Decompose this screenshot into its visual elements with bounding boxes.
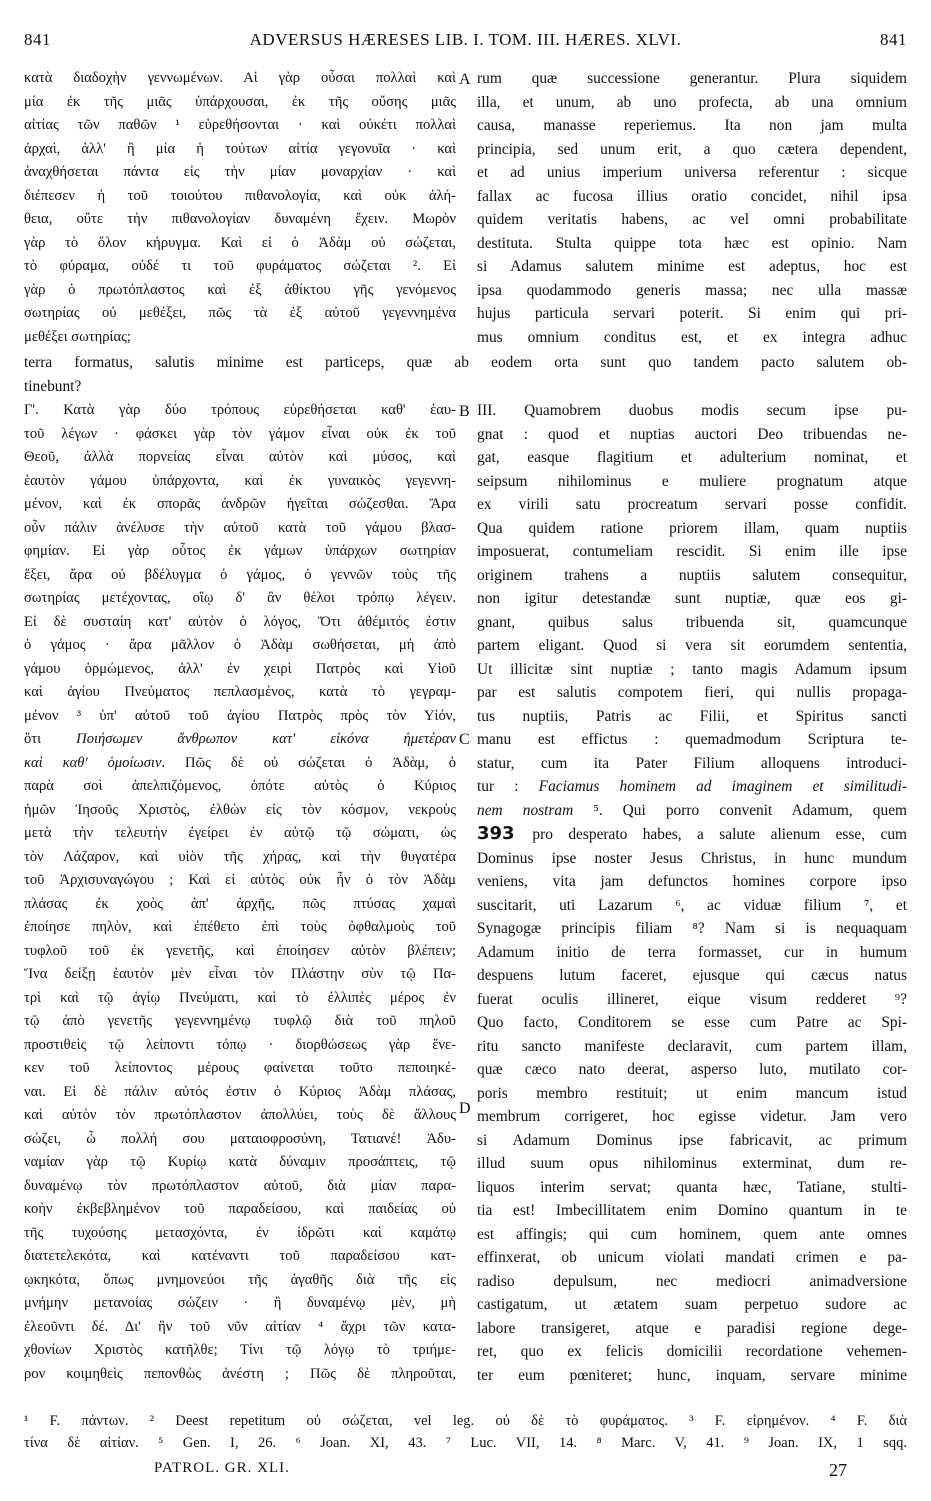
margin-marker-a: A bbox=[459, 71, 471, 88]
greek-line: τυφλοῦ τοῦ ἐκ γενετῆς, καὶ ἐποίησεν αὐτὸν βλέπειν; bbox=[24, 942, 456, 959]
greek-line: μνήμην μετανοίας σώζειν · ἢ δυναμένῳ μὲν, μὴ bbox=[24, 1295, 456, 1311]
latin-line: illud suum opus nihilominus exterminat, dum re- bbox=[477, 1155, 907, 1172]
latin-line: par est salutis compotem fieri, qui nullis propaga- bbox=[477, 684, 907, 701]
latin-line: imposuerat, contumeliam rescidit. Si enim ille ipse bbox=[477, 543, 907, 560]
scripture-quote: nem nostram bbox=[477, 801, 574, 819]
latin-line: Synagogæ principis filiam ⁸? Nam si is nequaquam bbox=[477, 920, 907, 937]
greek-line: ἐποίησε πηλὸν, καὶ ἐπέθετο ἐπὶ τοὺς ὀφθαλμοὺς τοῦ bbox=[24, 919, 456, 935]
greek-line: φημίαν. Εἰ γὰρ οὗτος ἐκ γάμων ὑπάρχων σωτηρίαν bbox=[24, 543, 456, 559]
greek-line: διέπεσεν ἡ τοῦ τοιούτου πιθανολογία, καὶ οὐκ ἀλή- bbox=[24, 187, 456, 204]
latin-line: nem nostram ⁵. Qui porro convenit Adamum, quem bbox=[477, 801, 907, 819]
latin-line: mus omnium conditus est, et ex integra adhuc bbox=[477, 328, 907, 346]
margin-marker-b: B bbox=[459, 403, 470, 420]
latin-line: si Adamum Dominus ipse fabricavit, ac primum bbox=[477, 1131, 907, 1149]
greek-line: ρον κοιμηθεὶς πεπονθὼς ἀνέστη ; Πῶς δὲ πληροῦται, bbox=[24, 1365, 456, 1382]
greek-line: καὶ καθ' ὁμοίωσιν. Πῶς δὲ οὐ σώζεται ὁ Ἀδὰμ, ὁ bbox=[24, 754, 456, 771]
latin-line: statur, cum ita Pater Filium alloquens introduci- bbox=[477, 754, 907, 772]
latin-line: Dominus ipse noster Jesus Christus, in hunc mundum bbox=[477, 849, 907, 867]
latin-line: fallax ac fucosa illius oratio concidet, nihil ipsa bbox=[477, 187, 907, 205]
scripture-quote: Ποιήσωμεν ἄνθρωπον κατ' εἰκόνα ἡμετέραν bbox=[76, 731, 456, 747]
latin-line: gat, easque flagitium et adulterium nominat, et bbox=[477, 449, 907, 466]
latin-line: manu est effictus : quemadmodum Scriptura te- bbox=[477, 731, 907, 748]
greek-line: χθονίων Χριστὸς κατῆλθε; Τίνι τῷ λόγῳ τὸ τριήμε- bbox=[24, 1342, 456, 1358]
greek-line: ναμίαν γὰρ τῷ Κυρίῳ κατὰ δύναμιν προσάπτεις, τῷ bbox=[24, 1154, 456, 1170]
latin-line: tur : Faciamus hominem ad imaginem et similitudi- bbox=[477, 778, 907, 795]
greek-line: τοῦ Ἀρχισυναγώγου ; Καὶ εἰ αὐτὸς οὐκ ἦν ὁ τὸν Ἀδὰμ bbox=[24, 872, 456, 888]
full-width-lines bbox=[24, 351, 907, 398]
greek-line: ὁ γάμος · ἄρα μᾶλλον ὁ Ἀδὰμ σωθήσεται, μὴ ἀπὸ bbox=[24, 637, 456, 653]
greek-line: ὅτι Ποιήσωμεν ἄνθρωπον κατ' εἰκόνα ἡμετέραν bbox=[24, 731, 456, 747]
margin-marker-c: C bbox=[459, 731, 470, 748]
greek-line: γὰρ ὁ πρωτόπλαστος καὶ ἐξ ἀθίκτου γῆς γενόμενος bbox=[24, 281, 456, 298]
greek-line: μία ἐκ τῆς μιᾶς ὑπάρχουσαι, ἐκ τῆς οὔσης μιᾶς bbox=[24, 93, 456, 110]
greek-line: κατὰ διαδοχὴν γεννωμένων. Αἱ γὰρ οὖσαι πολλαὶ καὶ bbox=[24, 70, 456, 86]
greek-line: Εἰ δὲ συσταίη κατ' αὐτὸν ὁ λόγος, Ὅτι ἀθέμιτός ἐστιν bbox=[24, 613, 456, 630]
latin-line: Qua quidem ratione priorem illam, quam nuptiis bbox=[477, 519, 907, 537]
greek-column-section-a bbox=[24, 67, 456, 349]
greek-line: ἕξει, ἄρα οὐ βδέλυγμα ὁ γάμος, ὁ γεννῶν τοὺς τῆς bbox=[24, 566, 456, 583]
greek-line: τῆς τυχούσης μετασχόντα, ἐν ἱδρῶτι καὶ καμάτῳ bbox=[24, 1224, 456, 1241]
greek-line: ἐλεοῦντι δέ. Δι' ἣν τοῦ νῦν αἰτίαν ⁴ ἄχρι τῶν κατα- bbox=[24, 1318, 456, 1335]
full-width-line: tinebunt? bbox=[24, 377, 82, 395]
running-header bbox=[24, 30, 907, 54]
latin-line: Quo facto, Conditorem se esse cum Patre ac Spi- bbox=[477, 1014, 907, 1031]
latin-line: ter eum pœniteret; hunc, inquam, servare minime bbox=[477, 1366, 907, 1384]
latin-line: quidem veritatis habens, ac vel omni probabilitate bbox=[477, 211, 907, 228]
greek-line: οὖν πάλιν ἀνέλυσε τὴν αὐτοῦ κατὰ τοῦ γάμου βλασ- bbox=[24, 519, 456, 536]
greek-line: ἀναχθήσεται πάντα εἰς τὴν μίαν μοναρχίαν · καὶ bbox=[24, 164, 456, 180]
latin-line: 393 pro desperato habes, a salute alienum esse, cum bbox=[477, 823, 907, 844]
latin-line: rum quæ successione generantur. Plura siquidem bbox=[477, 70, 907, 87]
greek-line: ναι. Εἰ δὲ πάλιν αὐτός ἐστιν ὁ Κύριος Ἀδὰμ πλάσας, bbox=[24, 1083, 456, 1100]
footer-signature: 27 bbox=[829, 1460, 847, 1480]
greek-line: τὸν Λάζαρον, καὶ υἱὸν τῆς χήρας, καὶ τὴν θυγατέρα bbox=[24, 848, 456, 865]
latin-line: tia est! Imbecillitatem enim Domino quantum in te bbox=[477, 1202, 907, 1219]
greek-line: σωτηρίας μετέχοντας, οἵῳ δ' ἂν θέλοι τρόπῳ λέγειν. bbox=[24, 590, 456, 606]
greek-line: ἡμῶν Ἰησοῦς Χριστὸς, ἐλθὼν εἰς τὸν κόσμον, νεκροὺς bbox=[24, 801, 456, 818]
latin-line: illa, et unum, ab uno profecta, ab una omnium bbox=[477, 93, 907, 111]
greek-line: ῳκηκότα, ὅπως μνημονεύοι τῆς ἀγαθῆς διὰ τῆς εἰς bbox=[24, 1271, 456, 1288]
greek-line: τρὶ καὶ τῷ ἁγίῳ Πνεύματι, καὶ τὸ ἐλλιπὲς μέρος ἐν bbox=[24, 989, 456, 1006]
footnotes bbox=[24, 1410, 907, 1454]
latin-line: partem eligant. Quod si vera sit eorumdem sententia, bbox=[477, 637, 907, 654]
latin-line: III. Quamobrem duobus modis secum ipse pu- bbox=[477, 402, 907, 419]
greek-line: δυναμένῳ τὸν πρωτόπλαστον αὐτοῦ, διὰ μίαν παρα- bbox=[24, 1177, 456, 1194]
footer-volume: PATROL. GR. XLI. bbox=[154, 1460, 290, 1476]
full-width-line: terra formatus, salutis minime est particeps, quæ ab eodem orta sunt quo tandem pacto salutem ob- bbox=[24, 354, 907, 371]
greek-line: μένον ³ ὑπ' αὐτοῦ τοῦ ἁγίου Πατρὸς πρὸς τὸν Υἱόν, bbox=[24, 707, 456, 724]
latin-line: ret, quo ex felicis domicilii recordatione vehemen- bbox=[477, 1343, 907, 1360]
greek-line: Γ'. Κατὰ γὰρ δύο τρόπους εὑρεθήσεται καθ' ἑαυ- bbox=[24, 402, 456, 418]
latin-line: suscitarit, uti Lazarum ⁶, ac viduæ filium ⁷, et bbox=[477, 896, 907, 914]
latin-line: est affingis; qui cum hominem, quem ante omnes bbox=[477, 1225, 907, 1243]
latin-line: liquos interim servat; quanta hæc, Tatiane, stulti- bbox=[477, 1178, 907, 1196]
greek-line: καὶ αὐτὸν τὸν πρωτόπλαστον ἀπολλύει, τοὺς δὲ ἄλλους bbox=[24, 1107, 456, 1123]
greek-line: καὶ ἁγίου Πνεύματος πεπλασμένος, κατὰ τὸ γεγραμ- bbox=[24, 684, 456, 700]
latin-line: gnat : quod et nuptias auctori Deo tribuendas ne- bbox=[477, 425, 907, 443]
greek-line: μένον, καὶ ἐκ σπορᾶς ἀνδρῶν ἡγεῖται σώζεσθαι. Ἄρα bbox=[24, 496, 456, 512]
latin-line: ipsa quodammodo generis massa; nec ulla massæ bbox=[477, 281, 907, 299]
latin-line: ex virili satu procreatum servari posse confidit. bbox=[477, 496, 907, 513]
page-number-right: 841 bbox=[880, 30, 907, 49]
footnote-line: ¹ F. πάντων. ² Deest repetitum οὐ σώζεται, vel leg. οὐ δὲ τὸ φυράματος. ³ F. εἰρημένον. ⁴ F. διὰ bbox=[24, 1413, 907, 1429]
latin-line: radiso depulsum, nec mediocri animadversione bbox=[477, 1272, 907, 1290]
latin-line: poris membro restituit; ut enim mancum istud bbox=[477, 1084, 907, 1102]
latin-line: non igitur detestandæ sunt nuptiæ, quæ eos gi- bbox=[477, 590, 907, 607]
latin-line: Ut illicitæ sint nuptiæ ; tanto magis Adamum ipsum bbox=[477, 660, 907, 678]
latin-line: et ad unius imperium universa referentur : sicque bbox=[477, 164, 907, 181]
margin-marker-d: D bbox=[459, 1100, 471, 1117]
greek-line: θεια, οὔτε τὴν πιθανολογίαν δυναμένη ἔχειν. Μωρὸν bbox=[24, 211, 456, 227]
latin-column-section-a bbox=[477, 67, 907, 349]
latin-line: gnant, quibus salus tribuenda sit, quamcunque bbox=[477, 613, 907, 631]
greek-line: τοῦ λέγων · φάσκει γὰρ τὸν γάμον εἶναι οὐκ ἐκ τοῦ bbox=[24, 425, 456, 442]
column-number: 393 bbox=[477, 823, 533, 844]
latin-line: seipsum nihilominus e muliere prognatum atque bbox=[477, 472, 907, 490]
greek-line: αἰτίας τῶν παθῶν ¹ εὑρεθήσονται · καὶ οὐκέτι πολλαὶ bbox=[24, 117, 456, 133]
latin-line: fuerat oculis illineret, eique visum redderet ⁹? bbox=[477, 990, 907, 1008]
latin-line: principia, sed unum erit, a quo cætera dependent, bbox=[477, 140, 907, 158]
scripture-quote: Faciamus hominem ad imaginem et similitudi- bbox=[538, 778, 907, 795]
greek-line: διατετελεκότα, καὶ κατέναντι τοῦ παραδείσου κατ- bbox=[24, 1248, 456, 1264]
greek-line: τῷ ἀπὸ γενετῆς γεγεννημένῳ τυφλῷ διὰ τοῦ πηλοῦ bbox=[24, 1013, 456, 1029]
latin-line: hujus particula servari poterit. Si enim qui pri- bbox=[477, 305, 907, 322]
greek-line: κοὴν ἐκβεβλημένον τοῦ παραδείσου, καὶ παιδείας οὐ bbox=[24, 1201, 456, 1217]
latin-line: labore transigeret, atque e paradisi regione dege- bbox=[477, 1319, 907, 1337]
latin-line: castigatum, ut ætatem suam perpetuo sudore ac bbox=[477, 1296, 907, 1313]
latin-line: Adamum initio de terra formasset, cur in humum bbox=[477, 943, 907, 961]
greek-line: Ἵνα δείξῃ ἑαυτὸν μὲν εἶναι τὸν Πλάστην σὺν τῷ Πα- bbox=[24, 966, 456, 982]
greek-line: κεν τοῦ λείποντος μέρους φαίνεται τοῦτο πεποιηκέ- bbox=[24, 1060, 456, 1076]
greek-line: τὸ φύραμα, οὐδέ τι τοῦ φυράματος σώζεται ². Εἰ bbox=[24, 258, 456, 274]
footnote-line: τίνα δὲ αἰτίαν. ⁵ Gen. I, 26. ⁶ Joan. XI, 43. ⁷ Luc. VII, 14. ⁸ Marc. V, 41. ⁹ Joan. IX, 1 sqq. bbox=[24, 1435, 907, 1451]
greek-line: σωτηρίας οὐ μεθέξει, πῶς τὰ ἐξ αὐτοῦ γεγεννημένα bbox=[24, 305, 456, 321]
latin-line: despuens lutum faceret, ejusque qui cæcus natus bbox=[477, 967, 907, 984]
latin-column-section-b bbox=[477, 399, 907, 1387]
latin-line: tus nuptiis, Patris ac Filii, et Spiritus sancti bbox=[477, 707, 907, 725]
greek-line: πλάσας ἐκ χοὸς ἀπ' ἀρχῆς, πῶς πτύσας χαμαὶ bbox=[24, 895, 456, 912]
latin-line: membrum corrigeret, hoc egisse videtur. Jam vero bbox=[477, 1108, 907, 1125]
greek-line: Θεοῦ, ἀλλὰ πορνείας εἶναι αὐτὸν καὶ μύσος, καὶ bbox=[24, 449, 456, 465]
latin-line: quæ cæco nato deerat, asperso luto, mutilato cor- bbox=[477, 1061, 907, 1078]
latin-line: causa, manasse reperiemus. Ita non jam multa bbox=[477, 117, 907, 134]
greek-column-section-b bbox=[24, 399, 456, 1386]
latin-line: ritu sancto manifeste declaravit, cum partem illam, bbox=[477, 1037, 907, 1055]
scripture-quote: καὶ καθ' ὁμοίωσιν bbox=[24, 754, 162, 771]
latin-line: effinxerat, ob unicum violati mandati crimen e pa- bbox=[477, 1249, 907, 1266]
latin-line: si Adamus salutem minime est adeptus, hoc est bbox=[477, 258, 907, 275]
latin-line: veniens, vita jam defunctos homines corpore ipso bbox=[477, 873, 907, 890]
greek-line: γάμου ὁρμώμενος, ἀλλ' ἐν χειρὶ Πατρὸς καὶ Υἱοῦ bbox=[24, 660, 456, 677]
greek-line: παρὰ σοὶ ἀπελπιζόμενος, ὁπότε αὐτὸς ὁ Κύριος bbox=[24, 778, 456, 794]
latin-line: destituta. Stulta quippe tota hæc est opinio. Nam bbox=[477, 234, 907, 252]
greek-line: ἀρχαὶ, ἀλλ' ἢ μία ἡ τούτων αἰτία γεγονυῖα · καὶ bbox=[24, 140, 456, 157]
greek-line: μετὰ τὴν τελευτὴν ἐγείρει ἐν αὐτῷ τῷ σώματι, ὡς bbox=[24, 825, 456, 841]
greek-line: μεθέξει σωτηρίας; bbox=[24, 328, 131, 345]
greek-line: σώζει, ὦ πολλή σου ματαιοφροσύνη, Τατιανέ! Ἀδυ- bbox=[24, 1130, 456, 1147]
running-title: ADVERSUS HÆRESES LIB. I. TOM. III. HÆRES. XLVI. bbox=[249, 30, 682, 49]
latin-line: originem trahens a nuptiis salutem consequitur, bbox=[477, 566, 907, 584]
greek-line: προστιθεὶς τῷ λείποντι τόπῳ · διορθώσεως γὰρ ἕνε- bbox=[24, 1036, 456, 1053]
greek-line: γὰρ τὸ ὅλον κήρυγμα. Καὶ εἰ ὁ Ἀδὰμ οὐ σώζεται, bbox=[24, 234, 456, 251]
greek-line: ἑαυτὸν γάμου ὑπάρχοντα, καὶ ἐκ γυναικὸς γεγεννη- bbox=[24, 472, 456, 489]
page-number-left: 841 bbox=[24, 30, 51, 49]
